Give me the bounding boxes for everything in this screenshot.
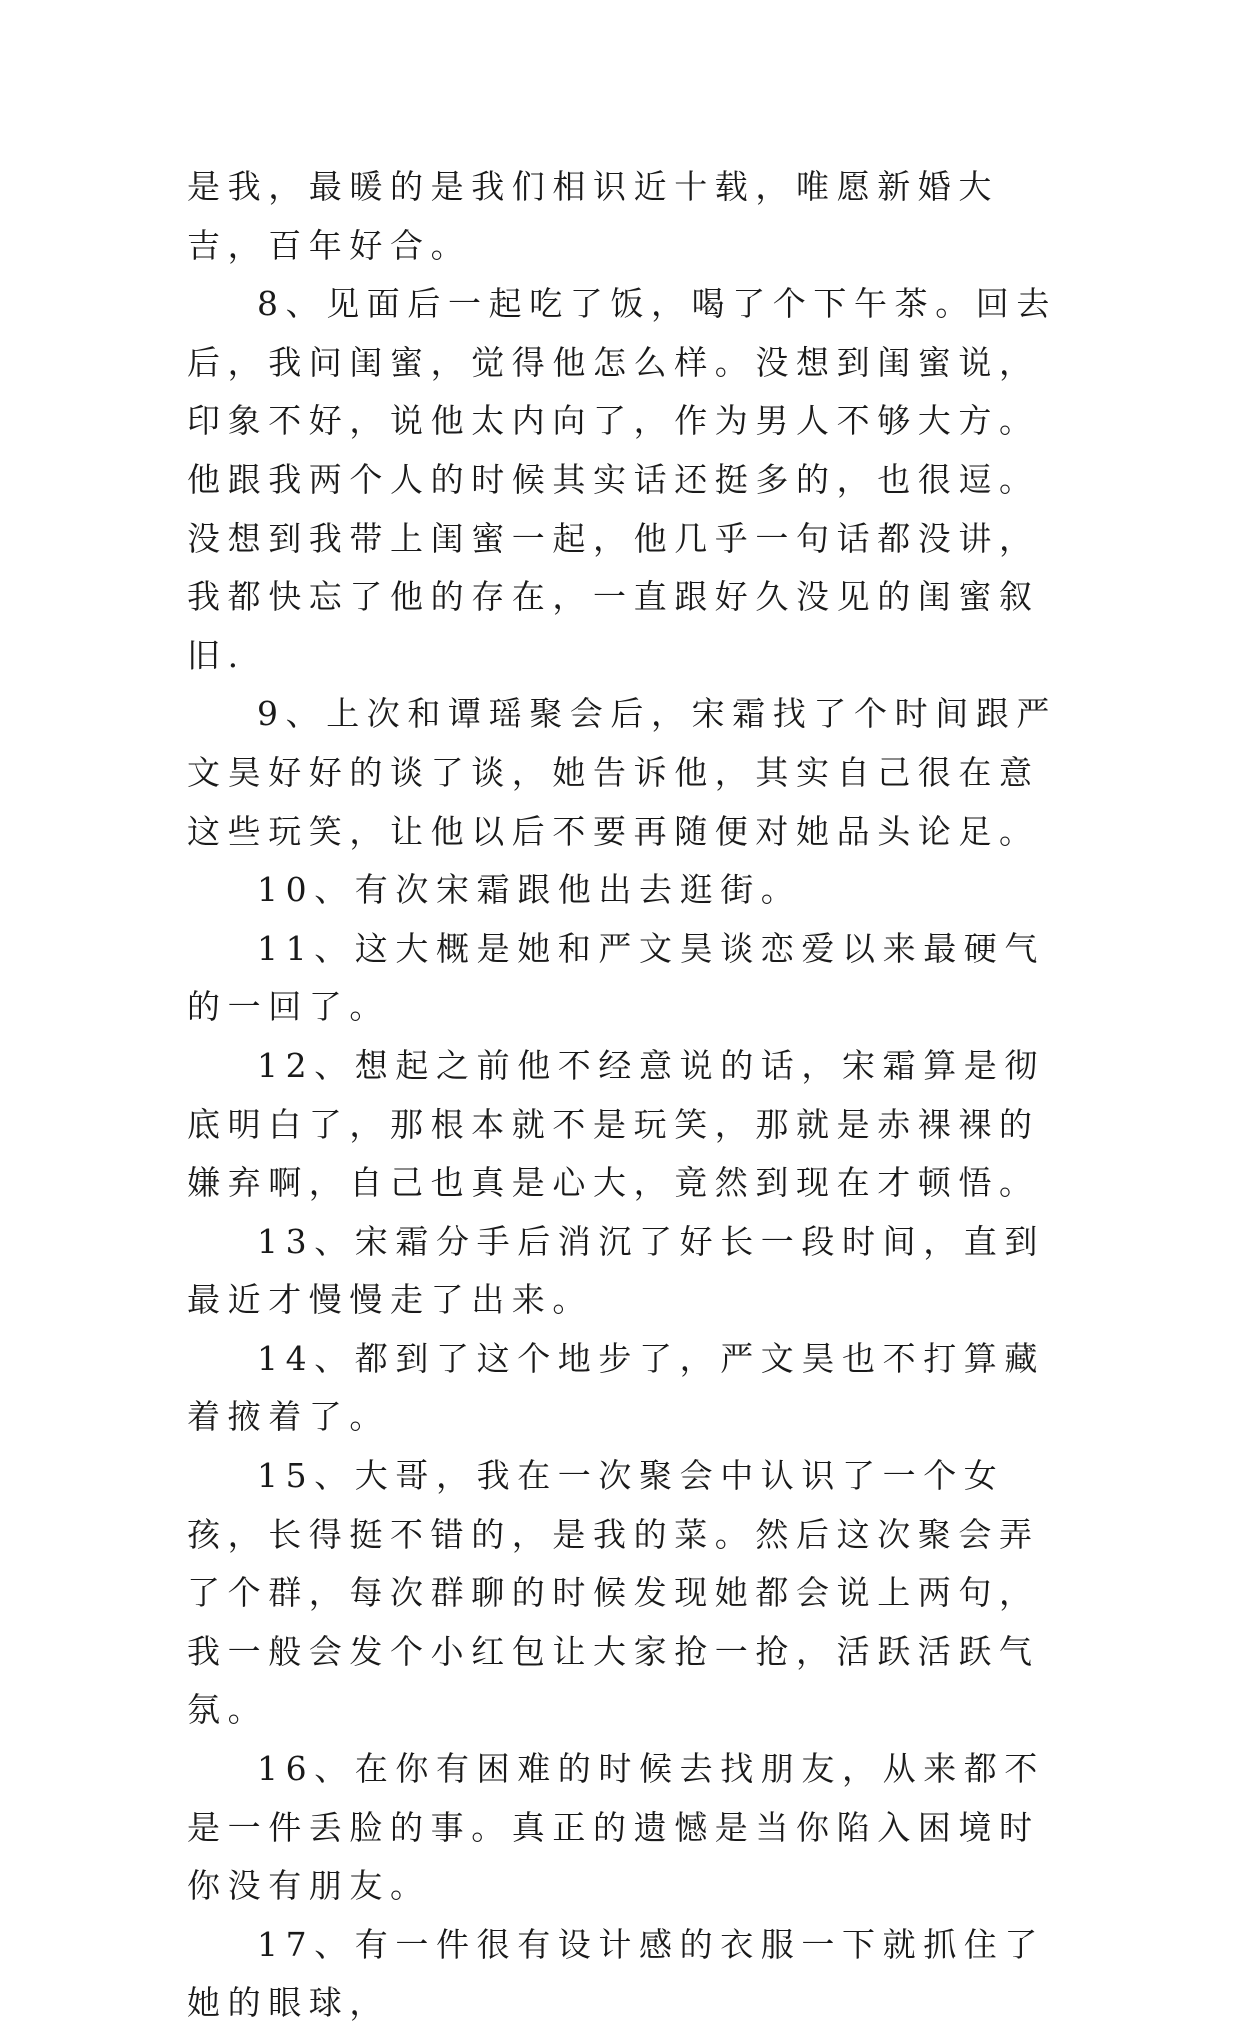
paragraph-16: 16、在你有困难的时候去找朋友，从来都不是一件丢脸的事。真正的遗憾是当你陷入困境时你没有朋友。 [187,1749,1045,1906]
paragraph-15: 15、大哥，我在一次聚会中认识了一个女孩，长得挺不错的，是我的菜。然后这次聚会弄了个群，每次群聊的时候发现她都会说上两句，我一般会发个小红包让大家抢一抢，活跃活跃气氛。 [187,1456,1040,1730]
paragraph-9: 9、上次和谭瑶聚会后，宋霜找了个时间跟严文昊好好的谈了谈，她告诉他，其实自己很在意这些玩笑，让他以后不要再随便对她品头论足。 [187,694,1057,851]
paragraph-11: 11、这大概是她和严文昊谈恋爱以来最硬气的一回了。 [187,928,1045,1027]
paragraph-7-tail: 是我，最暖的是我们相识近十载，唯愿新婚大吉，百年好合。 [187,167,999,265]
paragraph-17: 17、有一件很有设计感的衣服一下就抓住了她的眼球， [187,1924,1045,2023]
paragraph-10: 10、有次宋霜跟他出去逛街。 [257,870,802,910]
paragraph-13: 13、宋霜分手后消沉了好长一段时间，直到最近才慢慢走了出来。 [187,1221,1045,1320]
paragraph-12: 12、想起之前他不经意说的话，宋霜算是彻底明白了，那根本就不是玩笑，那就是赤裸裸的嫌弃啊，自己也真是心大，竟然到现在才顿悟。 [187,1045,1045,1203]
paragraph-8: 8、见面后一起吃了饭，喝了个下午茶。回去后，我问闺蜜，觉得他怎么样。没想到闺蜜说，印象不好，说他太内向了，作为男人不够大方。他跟我两个人的时候其实话还挺多的，也很逗。没想到我带上闺蜜一起，他几乎一句话都没讲，我都快忘了他的存在，一直跟好久没见的闺蜜叙旧. [187,284,1057,675]
document-body [187,158,1057,2033]
paragraph-14: 14、都到了这个地步了，严文昊也不打算藏着掖着了。 [187,1338,1045,1437]
